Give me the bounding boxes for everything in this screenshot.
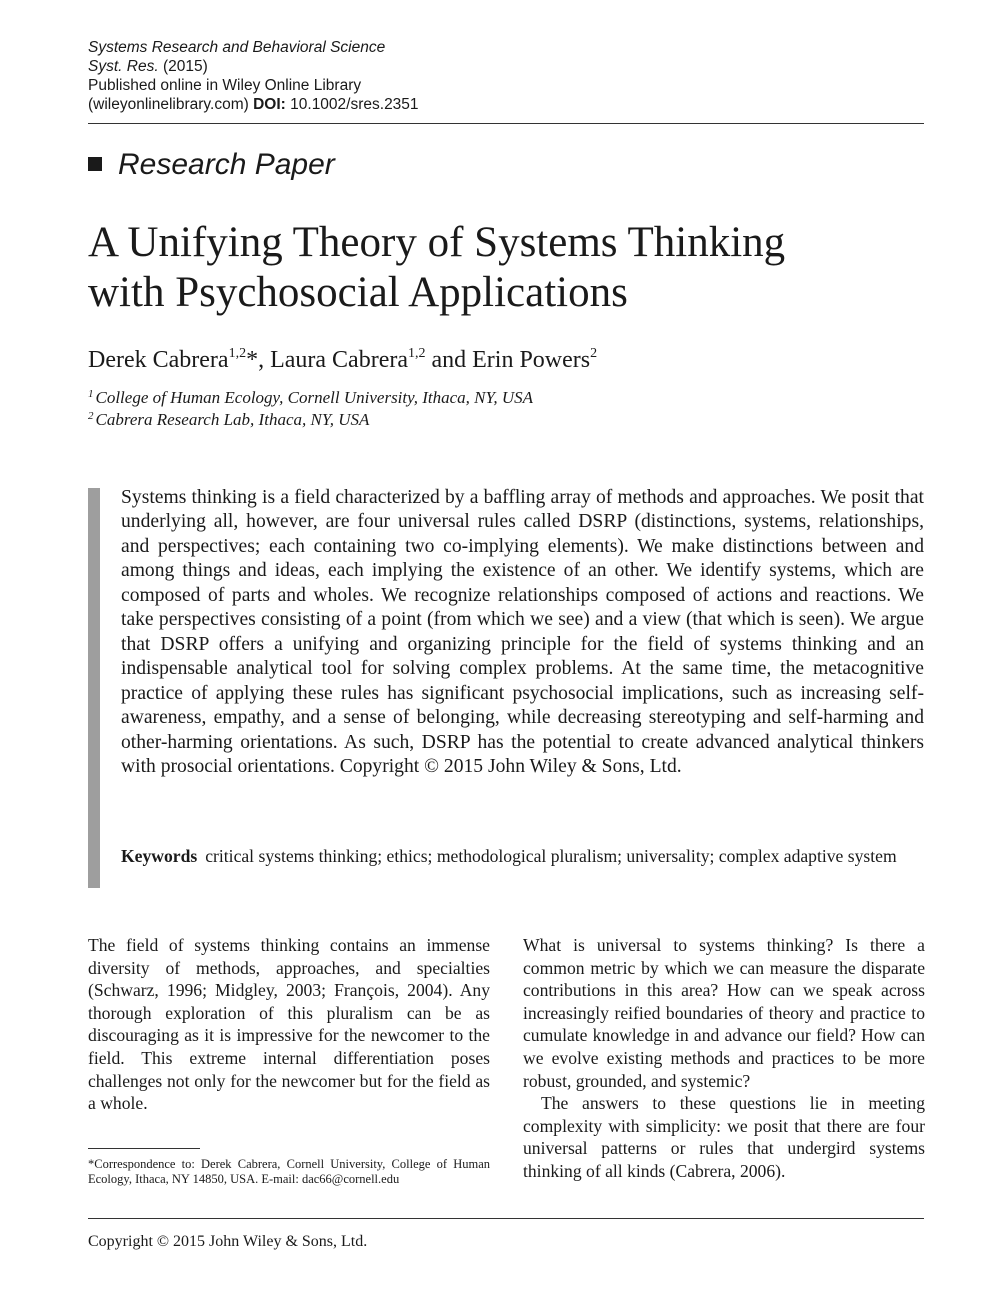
published-online: Published online in Wiley Online Library (88, 77, 362, 94)
affiliation-number: 2 (88, 410, 94, 422)
square-bullet-icon (88, 157, 102, 171)
correspondence-mark: * (246, 347, 259, 373)
author-affil-sup: 1,2 (407, 346, 426, 361)
journal-year: (2015) (162, 58, 208, 75)
affiliation-text: College of Human Ecology, Cornell University, Ithaca, NY, USA (95, 388, 534, 407)
author-name[interactable]: Derek Cabrera (88, 347, 229, 373)
library-site[interactable]: (wileyonlinelibrary.com) (88, 96, 249, 113)
title-line: A Unifying Theory of Systems Thinking (88, 219, 786, 266)
body-paragraph: The field of systems thinking contains an immense diversity of methods, approaches, and specialties (Schwarz, 1996; Midgley, 2003; François, 2004). Any thorough exploration of this pluralism can be as discouraging as it is impressive for the newcomer to the field. This extreme internal differentiation poses challenges not only for the newcomer but for the field as a whole. (88, 935, 490, 1114)
section-label (88, 146, 335, 184)
affiliation-number: 1 (88, 388, 94, 400)
author-separator: , (258, 347, 271, 373)
abstract: Systems thinking is a field characterized by a baffling array of methods and approaches. We posit that underlying all, however, are four universal rules called DSRP (distinctions, systems, relationships, and perspectives; each containing two co-implying elements). We make distinctions between and among things and ideas, each implying the existence of an other. We identify systems, which are composed of parts and wholes. We recognize relationships composed of actions and reactions. We take perspectives consisting of a point (from which we see) and a view (that which is seen). We argue that DSRP offers a unifying and organizing principle for the field of systems thinking and an indispensable analytical tool for solving complex problems. At the same time, the metacognitive practice of applying these rules has significant psychosocial implications, such as increasing self-awareness, empathy, and a sense of belonging, while decreasing stereotyping and self-harming and other-harming orientations. As such, DSRP has the potential to create advanced analytical thinkers with prosocial orientations. Copyright © 2015 John Wiley & Sons, Ltd. (121, 487, 924, 777)
author-name[interactable]: Erin Powers (472, 347, 591, 373)
title-line: with Psychosocial Applications (88, 269, 628, 316)
author-list (88, 344, 597, 376)
affiliation-item (88, 387, 533, 409)
footnote-divider (88, 1148, 200, 1149)
abstract-sidebar-bar (88, 488, 100, 888)
author-separator: and (425, 347, 473, 373)
affiliation-text: Cabrera Research Lab, Ithaca, NY, USA (95, 410, 370, 429)
doi-link[interactable]: 10.1002/sres.2351 (290, 96, 419, 113)
keywords-text: critical systems thinking; ethics; methodological pluralism; universality; complex adaptive system (205, 846, 897, 866)
keywords (121, 845, 924, 867)
journal-name: Systems Research and Behavioral Science (88, 39, 386, 56)
affiliation-item (88, 409, 533, 431)
journal-abbrev: Syst. Res. (88, 58, 159, 75)
paper-title (88, 218, 948, 318)
doi-label: DOI: (253, 96, 286, 113)
body-paragraph: What is universal to systems thinking? Is there a common metric by which we can measure the disparate contributions in this area? How can we speak across increasingly reified boundaries of theory and practice to cumulate knowledge in and advance our field? How can we evolve existing methods and practices to be more robust, grounded, and systemic? (523, 935, 925, 1091)
body-column-left (88, 934, 490, 1115)
author-affil-sup: 2 (590, 346, 598, 361)
author-name[interactable]: Laura Cabrera (270, 347, 408, 373)
correspondence-footnote: *Correspondence to: Derek Cabrera, Cornell University, College of Human Ecology, Ithaca, NY 14850, USA. E-mail: dac66@cornell.edu (88, 1157, 490, 1186)
header-divider (88, 123, 924, 124)
body-column-right (523, 934, 925, 1183)
copyright-footer: Copyright © 2015 John Wiley & Sons, Ltd. (88, 1233, 368, 1250)
affiliations (88, 387, 533, 431)
section-label-text: Research Paper (118, 148, 335, 181)
author-affil-sup: 1,2 (228, 346, 247, 361)
keywords-label: Keywords (121, 846, 198, 866)
journal-header (88, 38, 924, 114)
body-paragraph: The answers to these questions lie in meeting complexity with simplicity: we posit that there are four universal patterns or rules that undergird systems thinking of all kinds (Cabrera, 2006). (523, 1093, 925, 1181)
footer-divider (88, 1218, 924, 1219)
